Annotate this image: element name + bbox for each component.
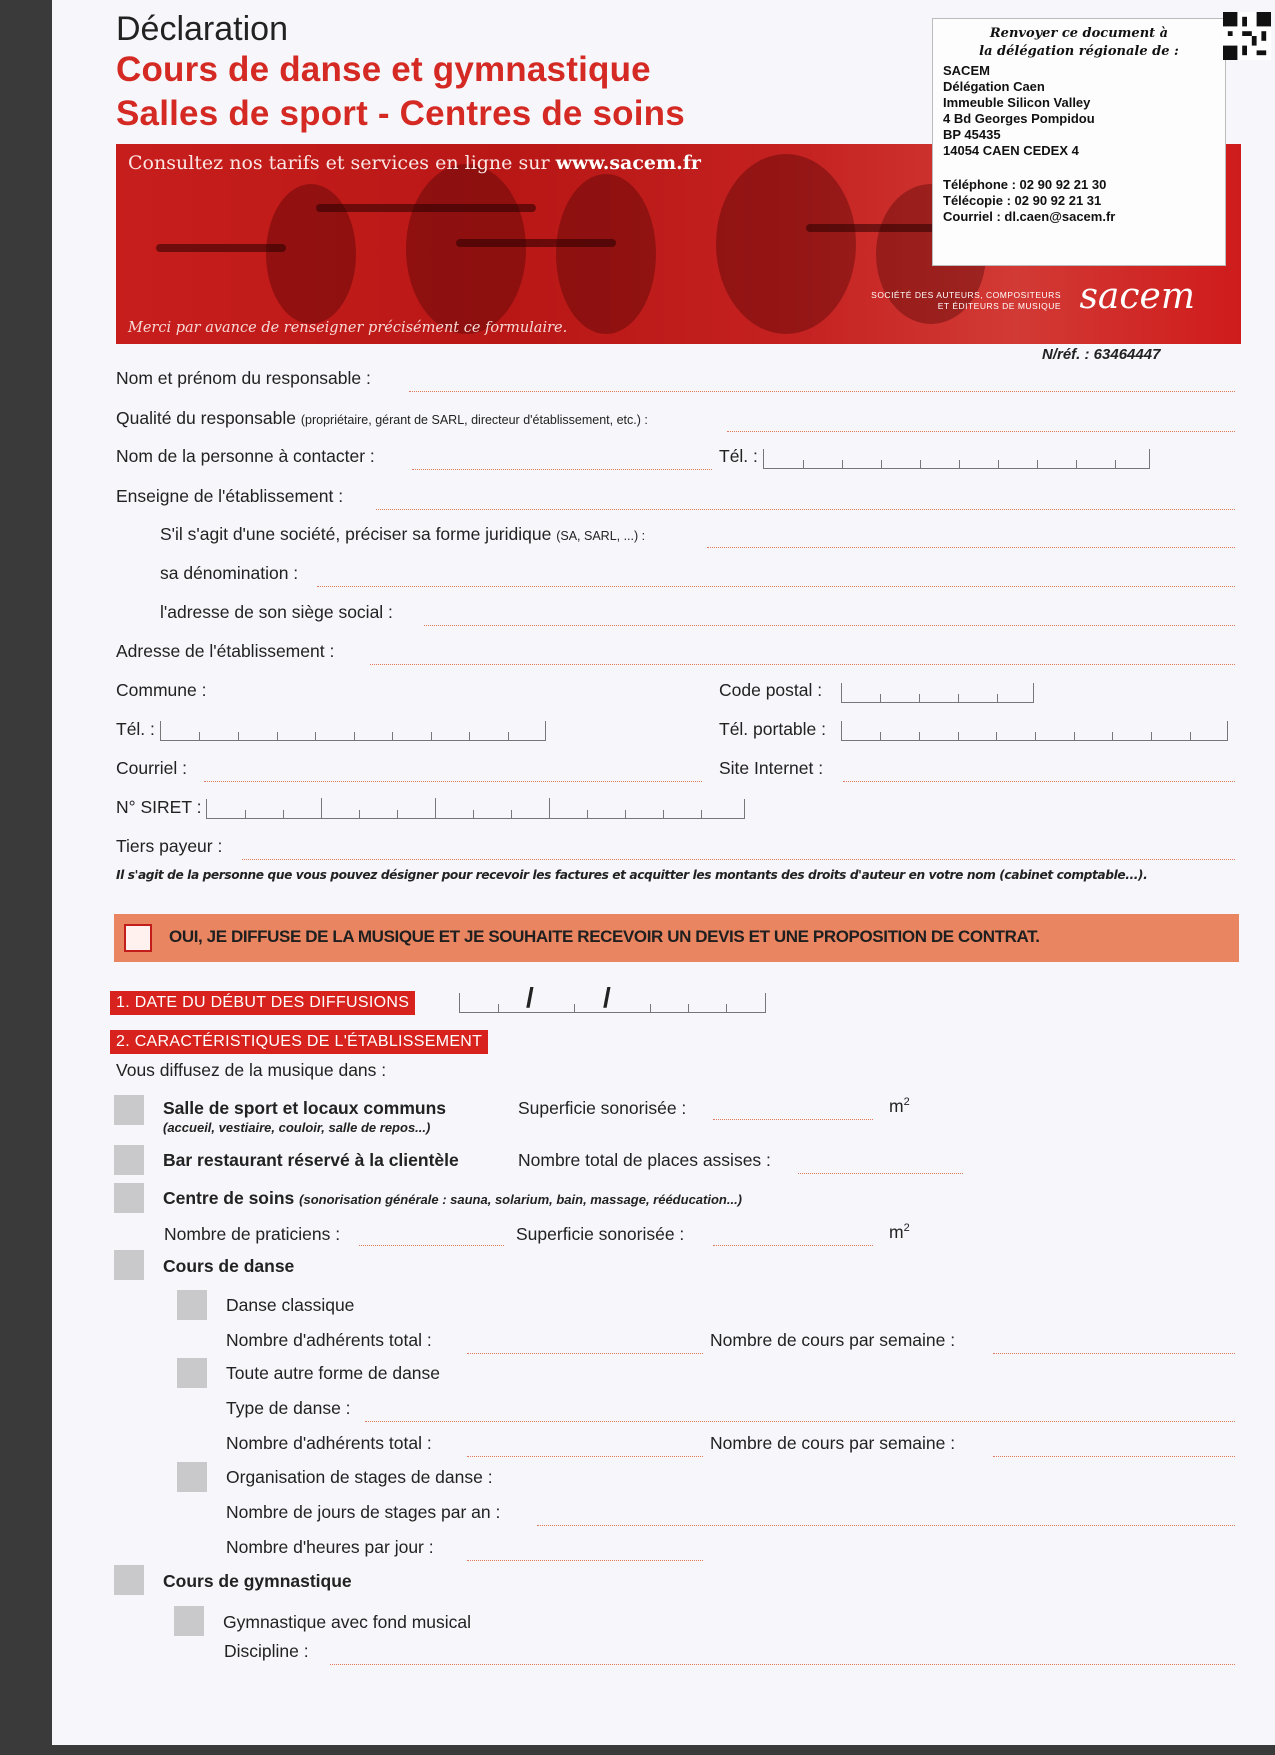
cours-danse-checkbox[interactable] — [114, 1250, 144, 1280]
cours-danse-label: Cours de danse — [163, 1256, 295, 1276]
oui-bar — [114, 914, 1239, 962]
praticiens-field[interactable] — [359, 1244, 504, 1246]
adresse-label: Adresse de l'établissement : — [116, 641, 335, 661]
enseigne-label: Enseigne de l'établissement : — [116, 486, 344, 506]
adherents2-field[interactable] — [467, 1455, 703, 1457]
qr-code-icon — [1222, 12, 1272, 60]
cours-semaine-label: Nombre de cours par semaine : — [710, 1330, 956, 1350]
personne-contact-label: Nom de la personne à contacter : — [116, 446, 375, 466]
places-field[interactable] — [798, 1172, 963, 1174]
page-subtitle-line2: Salles de sport - Centres de soins — [116, 94, 685, 133]
superficie-unit: $m^2$ — [889, 1096, 910, 1116]
section1-title: 1. DATE DU DÉBUT DES DIFFUSIONS — [110, 991, 415, 1015]
reference-number: N/réf. : 63464447 — [1042, 346, 1161, 363]
tel-label: Tél. : — [719, 446, 758, 466]
site-field[interactable] — [843, 780, 1235, 782]
siret-label: N° SIRET : — [116, 797, 202, 817]
siege-label: l'adresse de son siège social : — [160, 602, 393, 622]
superficie2-label: Superficie sonorisée : — [516, 1224, 685, 1244]
centre-soins-label: Centre de soins (sonorisation générale : sauna, solarium, bain, massage, rééducation...) — [163, 1188, 743, 1208]
cours-gym-label: Cours de gymnastique — [163, 1571, 352, 1591]
salle-sport-note: (accueil, vestiaire, couloir, salle de repos...) — [163, 1120, 431, 1135]
stages-label: Organisation de stages de danse : — [226, 1467, 493, 1487]
denomination-label: sa dénomination : — [160, 563, 299, 583]
praticiens-label: Nombre de praticiens : — [164, 1224, 341, 1244]
superficie-label: Superficie sonorisée : — [518, 1098, 687, 1118]
adresse-field[interactable] — [370, 663, 1235, 665]
banner-top-text: Consultez nos tarifs et services en ligne sur www.sacem.fr — [128, 152, 701, 174]
type-danse-label: Type de danse : — [226, 1398, 351, 1418]
code-postal-label: Code postal : — [719, 680, 823, 700]
section2-intro: Vous diffusez de la musique dans : — [116, 1060, 387, 1080]
courriel-field[interactable] — [204, 780, 702, 782]
stages-checkbox[interactable] — [177, 1462, 207, 1492]
code-postal-boxes[interactable] — [841, 683, 1034, 703]
page-title: Déclaration — [116, 10, 288, 48]
oui-text: OUI, JE DIFFUSE DE LA MUSIQUE ET JE SOUHAITE RECEVOIR UN DEVIS ET UNE PROPOSITION DE CONTRAT. — [169, 927, 1040, 946]
danse-classique-checkbox[interactable] — [177, 1290, 207, 1320]
places-label: Nombre total de places assises : — [518, 1150, 771, 1170]
discipline-label: Discipline : — [224, 1641, 309, 1661]
banner-bottom-text: Merci par avance de renseigner précisément ce formulaire. — [128, 320, 568, 336]
address-lines: SACEM Délégation Caen Immeuble Silicon Valley 4 Bd Georges Pompidou BP 45435 14054 CAEN CEDEX 4 — [943, 63, 1095, 158]
forme-juridique-field[interactable] — [707, 546, 1235, 548]
gym-musical-checkbox[interactable] — [174, 1606, 204, 1636]
superficie2-field[interactable] — [713, 1244, 873, 1246]
tiers-note: Il s'agit de la personne que vous pouvez désigner pour recevoir les factures et acquitter les montants des droits d'auteur en votre nom (cabinet comptable...). — [116, 868, 1148, 882]
type-danse-field[interactable] — [365, 1420, 1235, 1422]
gym-musical-label: Gymnastique avec fond musical — [223, 1612, 472, 1632]
form-page — [52, 0, 1275, 1745]
tel2-boxes[interactable] — [160, 721, 546, 741]
site-label: Site Internet : — [719, 758, 824, 778]
bar-checkbox[interactable] — [114, 1145, 144, 1175]
tel-portable-boxes[interactable] — [841, 721, 1228, 741]
cours-semaine-field[interactable] — [993, 1352, 1235, 1354]
autre-danse-label: Toute autre forme de danse — [226, 1363, 441, 1383]
nom-responsable-label: Nom et prénom du responsable : — [116, 368, 371, 388]
autre-danse-checkbox[interactable] — [177, 1358, 207, 1388]
address-contact: Téléphone : 02 90 92 21 30 Télécopie : 02 90 92 21 31 Courriel : dl.caen@sacem.fr — [943, 177, 1116, 224]
commune-label: Commune : — [116, 680, 207, 700]
tiers-label: Tiers payeur : — [116, 836, 223, 856]
siret-boxes[interactable] — [206, 799, 745, 819]
tel2-label: Tél. : — [116, 719, 155, 739]
sacem-logo: sacem — [1079, 276, 1195, 317]
heures-jour-field[interactable] — [467, 1559, 703, 1561]
address-box — [932, 18, 1226, 266]
nom-responsable-field[interactable] — [409, 390, 1235, 392]
tel-boxes[interactable] — [763, 449, 1150, 469]
forme-juridique-label: S'il s'agit d'une société, préciser sa forme juridique (SA, SARL, ...) : — [160, 524, 646, 544]
superficie2-unit: $m^2$ — [889, 1222, 910, 1242]
denomination-field[interactable] — [317, 585, 1235, 587]
courriel-label: Courriel : — [116, 758, 187, 778]
personne-contact-field[interactable] — [412, 468, 712, 470]
heures-jour-label: Nombre d'heures par jour : — [226, 1537, 434, 1557]
address-box-title: Renvoyer ce document à la délégation régionale de : — [979, 26, 1179, 59]
page-subtitle-line1: Cours de danse et gymnastique — [116, 50, 651, 89]
cours-semaine2-field[interactable] — [993, 1455, 1235, 1457]
salle-sport-label: Salle de sport et locaux communs — [163, 1098, 446, 1118]
discipline-field[interactable] — [330, 1663, 1235, 1665]
tel-portable-label: Tél. portable : — [719, 719, 826, 739]
jours-stages-field[interactable] — [537, 1524, 1235, 1526]
adherents2-label: Nombre d'adhérents total : — [226, 1433, 432, 1453]
jours-stages-label: Nombre de jours de stages par an : — [226, 1502, 501, 1522]
tiers-field[interactable] — [242, 858, 1235, 860]
date-boxes[interactable] — [459, 993, 766, 1013]
date-separator-1: / — [526, 982, 534, 1013]
section2-title: 2. CARACTÉRISTIQUES DE L'ÉTABLISSEMENT — [110, 1030, 488, 1054]
enseigne-field[interactable] — [376, 508, 1235, 510]
bar-label: Bar restaurant réservé à la clientèle — [163, 1150, 459, 1170]
sacem-website-link[interactable]: www.sacem.fr — [555, 152, 701, 174]
date-separator-2: / — [603, 982, 611, 1013]
oui-checkbox[interactable] — [124, 924, 152, 952]
adherents-field[interactable] — [467, 1352, 703, 1354]
centre-soins-checkbox[interactable] — [114, 1183, 144, 1213]
cours-semaine2-label: Nombre de cours par semaine : — [710, 1433, 956, 1453]
qualite-field[interactable] — [727, 430, 1235, 432]
qualite-label: Qualité du responsable (propriétaire, gérant de SARL, directeur d'établissement, etc.) : — [116, 408, 648, 428]
superficie-field[interactable] — [713, 1118, 873, 1120]
salle-sport-checkbox[interactable] — [114, 1095, 144, 1125]
cours-gym-checkbox[interactable] — [114, 1565, 144, 1595]
sacem-tagline: SOCIÉTÉ DES AUTEURS, COMPOSITEURS ET ÉDITEURS DE MUSIQUE — [871, 290, 1061, 311]
siege-field[interactable] — [424, 624, 1235, 626]
danse-classique-label: Danse classique — [226, 1295, 355, 1315]
adherents-label: Nombre d'adhérents total : — [226, 1330, 432, 1350]
